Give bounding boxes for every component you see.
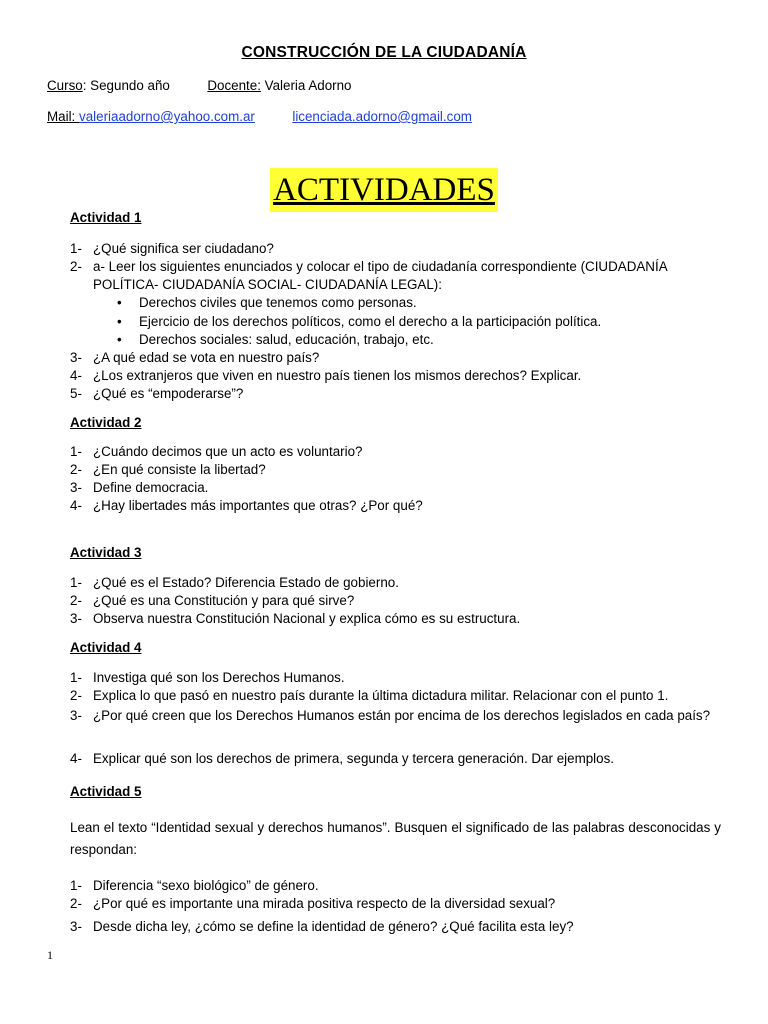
list-item: 3- ¿Por qué creen que los Derechos Humanos están por encima de los derechos legislados en cada país? [70, 708, 711, 723]
list-item: 4- Explicar qué son los derechos de primera, segunda y tercera generación. Dar ejemplos. [70, 751, 615, 766]
mail-label: Mail: [47, 109, 79, 124]
mail-line [47, 109, 472, 124]
actividad-5-heading: Actividad 5 [70, 784, 142, 799]
list-item: 2- a- Leer los siguientes enunciados y colocar el tipo de ciudadanía correspondiente (CIUDADANÍA POLÍTICA- CIUDADANÍA SOCIAL- CIUDADANÍA LEGAL): [70, 259, 667, 292]
list-item: 3- ¿A qué edad se vota en nuestro país? [70, 350, 320, 365]
list-item: 3- Observa nuestra Constitución Nacional y explica cómo es su estructura. [70, 611, 521, 626]
list-item: 1- Investiga qué son los Derechos Humanos. [70, 670, 345, 685]
list-item: 1- Diferencia “sexo biológico” de género. [70, 878, 319, 893]
actividad-2-heading: Actividad 2 [70, 415, 142, 430]
bullet-item: • Ejercicio de los derechos políticos, como el derecho a la participación política. [117, 314, 602, 329]
list-item: 2- ¿Qué es una Constitución y para qué sirve? [70, 593, 355, 608]
main-heading: ACTIVIDADES [270, 168, 498, 212]
list-item: 3- Desde dicha ley, ¿cómo se define la identidad de género? ¿Qué facilita esta ley? [70, 919, 574, 934]
actividad-1-heading: Actividad 1 [70, 210, 142, 225]
actividad-5-intro: Lean el texto “Identidad sexual y derechos humanos”. Busquen el significado de las palabras desconocidas y respondan: [70, 820, 721, 857]
list-item: 3- Define democracia. [70, 480, 209, 495]
curso-value: : Segundo año [82, 78, 170, 93]
course-line [47, 78, 352, 93]
list-item: 1- ¿Qué significa ser ciudadano? [70, 241, 274, 256]
docente-value: Valeria Adorno [260, 78, 352, 93]
list-item: 2- Explica lo que pasó en nuestro país durante la última dictadura militar. Relacionar con el punto 1. [70, 688, 669, 703]
list-item: 4- ¿Hay libertades más importantes que otras? ¿Por qué? [70, 498, 423, 513]
curso-label: Curso [47, 78, 83, 93]
actividad-3-heading: Actividad 3 [70, 545, 142, 560]
list-item: 1- ¿Qué es el Estado? Diferencia Estado de gobierno. [70, 575, 399, 590]
bullet-item: • Derechos civiles que tenemos como personas. [117, 295, 417, 310]
actividad-4-heading: Actividad 4 [70, 640, 142, 655]
main-heading-wrap [0, 168, 768, 212]
email-link-yahoo[interactable]: valeriaadorno@yahoo.com.ar [79, 109, 255, 124]
list-item: 2- ¿En qué consiste la libertad? [70, 462, 266, 477]
list-item: 4- ¿Los extranjeros que viven en nuestro país tienen los mismos derechos? Explicar. [70, 368, 582, 383]
list-item: 2- ¿Por qué es importante una mirada positiva respecto de la diversidad sexual? [70, 896, 556, 911]
docente-label: Docente: [207, 78, 261, 93]
page-number: 1 [47, 948, 53, 962]
document-title: CONSTRUCCIÓN DE LA CIUDADANÍA [241, 44, 527, 61]
bullet-item: • Derechos sociales: salud, educación, trabajo, etc. [117, 332, 434, 347]
email-link-gmail[interactable]: licenciada.adorno@gmail.com [292, 109, 472, 124]
list-item: 1- ¿Cuándo decimos que un acto es voluntario? [70, 444, 363, 459]
list-item: 5- ¿Qué es “empoderarse”? [70, 386, 244, 401]
